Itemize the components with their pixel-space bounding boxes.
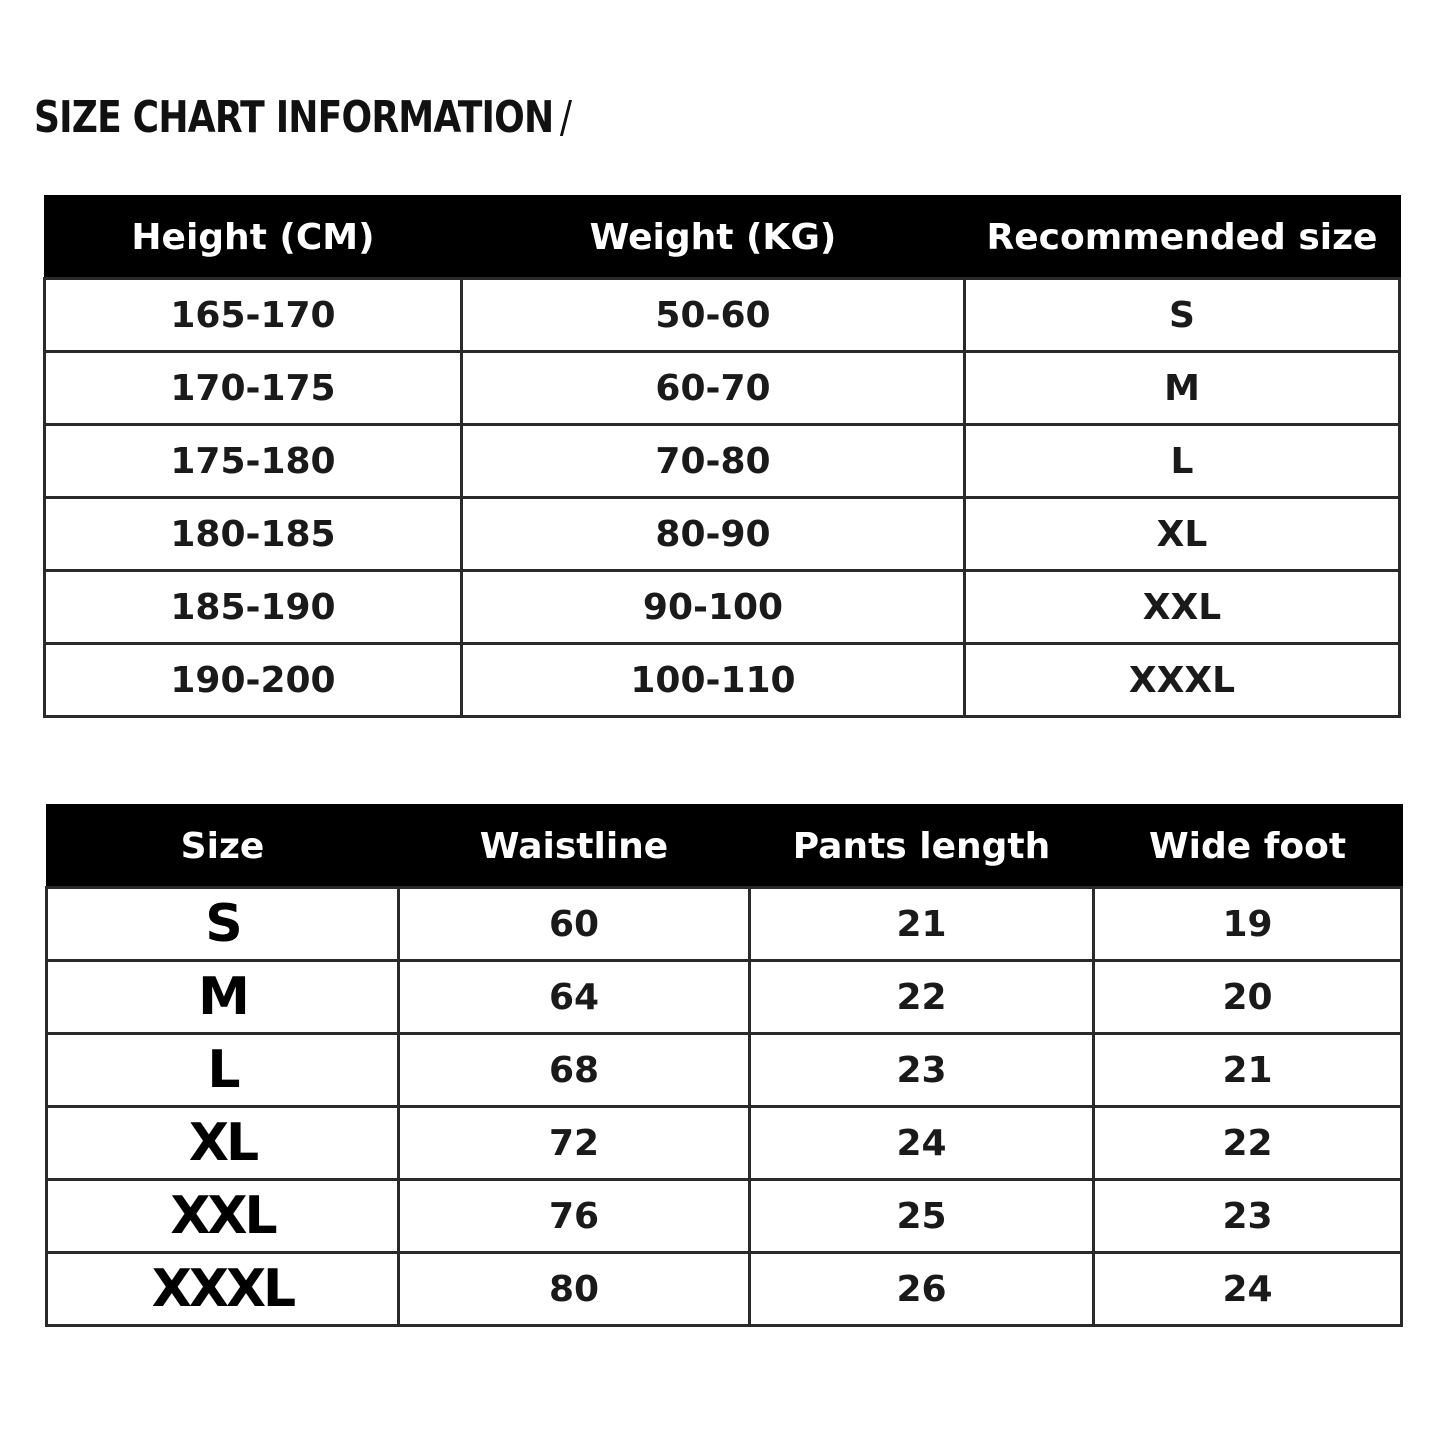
recommended-size-cell: XXL: [965, 571, 1400, 644]
wide-foot-cell: 24: [1094, 1253, 1402, 1326]
weight-cell: 100-110: [462, 644, 965, 717]
table-row: [45, 644, 1400, 717]
table-row: [47, 1253, 1402, 1326]
weight-cell: 50-60: [462, 279, 965, 352]
size-cell: S: [47, 888, 399, 961]
header-waistline: Waistline: [399, 805, 750, 888]
recommended-size-cell: XXXL: [965, 644, 1400, 717]
size-cell: M: [47, 961, 399, 1034]
page-title-text: SIZE CHART INFORMATION: [34, 92, 554, 143]
height-cell: 175-180: [45, 425, 462, 498]
weight-cell: 80-90: [462, 498, 965, 571]
size-cell: XL: [47, 1107, 399, 1180]
waistline-cell: 64: [399, 961, 750, 1034]
table-row: [47, 961, 1402, 1034]
recommended-size-cell: L: [965, 425, 1400, 498]
recommended-size-cell: M: [965, 352, 1400, 425]
pants-length-cell: 25: [750, 1180, 1094, 1253]
header-wide-foot: Wide foot: [1094, 805, 1402, 888]
table-row: [45, 498, 1400, 571]
wide-foot-cell: 19: [1094, 888, 1402, 961]
weight-cell: 70-80: [462, 425, 965, 498]
height-cell: 185-190: [45, 571, 462, 644]
page-title: [34, 90, 571, 146]
table-row: [45, 425, 1400, 498]
pants-length-cell: 24: [750, 1107, 1094, 1180]
recommended-size-cell: XL: [965, 498, 1400, 571]
height-weight-size-table: [43, 195, 1401, 718]
header-weight: Weight (KG): [462, 196, 965, 279]
table-header-row: [45, 196, 1400, 279]
table-row: [45, 279, 1400, 352]
pants-length-cell: 26: [750, 1253, 1094, 1326]
table-row: [47, 888, 1402, 961]
header-recommended-size: Recommended size: [965, 196, 1400, 279]
size-measurement-table: [45, 804, 1403, 1327]
wide-foot-cell: 23: [1094, 1180, 1402, 1253]
waistline-cell: 60: [399, 888, 750, 961]
weight-cell: 60-70: [462, 352, 965, 425]
page-title-slash: /: [559, 92, 572, 143]
waistline-cell: 76: [399, 1180, 750, 1253]
table-row: [47, 1107, 1402, 1180]
header-height: Height (CM): [45, 196, 462, 279]
height-cell: 190-200: [45, 644, 462, 717]
wide-foot-cell: 20: [1094, 961, 1402, 1034]
pants-length-cell: 22: [750, 961, 1094, 1034]
table-row: [47, 1034, 1402, 1107]
height-cell: 180-185: [45, 498, 462, 571]
size-cell: XXL: [47, 1180, 399, 1253]
table-row: [47, 1180, 1402, 1253]
table-header-row: [47, 805, 1402, 888]
wide-foot-cell: 22: [1094, 1107, 1402, 1180]
waistline-cell: 72: [399, 1107, 750, 1180]
recommended-size-cell: S: [965, 279, 1400, 352]
size-cell: L: [47, 1034, 399, 1107]
weight-cell: 90-100: [462, 571, 965, 644]
pants-length-cell: 21: [750, 888, 1094, 961]
height-cell: 170-175: [45, 352, 462, 425]
pants-length-cell: 23: [750, 1034, 1094, 1107]
wide-foot-cell: 21: [1094, 1034, 1402, 1107]
height-cell: 165-170: [45, 279, 462, 352]
header-pants-length: Pants length: [750, 805, 1094, 888]
header-size: Size: [47, 805, 399, 888]
table-row: [45, 571, 1400, 644]
size-cell: XXXL: [47, 1253, 399, 1326]
waistline-cell: 80: [399, 1253, 750, 1326]
table-row: [45, 352, 1400, 425]
waistline-cell: 68: [399, 1034, 750, 1107]
